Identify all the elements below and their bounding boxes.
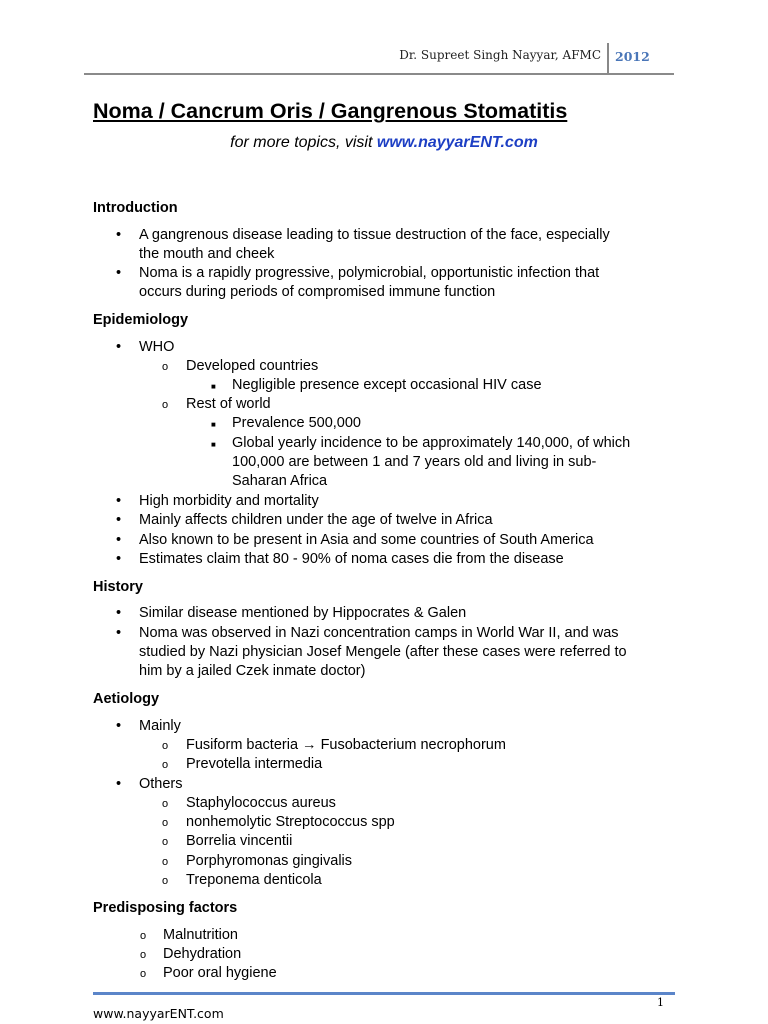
header-divider (607, 43, 609, 73)
subtitle (0, 134, 768, 152)
list-item: Fusiform bacteria → Fusobacterium necrophorum (186, 737, 506, 753)
circle-bullet-icon: o (162, 399, 169, 411)
list-item: High morbidity and mortality (139, 493, 319, 509)
circle-bullet-icon: o (162, 856, 169, 868)
list-item: Prevotella intermedia (186, 756, 323, 772)
bullet-icon: • (116, 625, 122, 641)
list-item: Treponema denticola (186, 872, 322, 888)
list-item: Poor oral hygiene (163, 965, 277, 981)
list-item: Global yearly incidence to be approximately 140,000, of which (232, 435, 631, 451)
list-item: A gangrenous disease leading to tissue destruction of the face, especially (139, 227, 610, 243)
list-item: Prevalence 500,000 (232, 415, 361, 431)
list-item: Staphylococcus aureus (186, 795, 336, 811)
circle-bullet-icon: o (162, 361, 169, 373)
bullet-icon: • (116, 605, 122, 621)
section-heading-introduction: Introduction (93, 200, 178, 216)
section-heading-predisposing: Predisposing factors (93, 900, 238, 916)
list-item: WHO (139, 339, 175, 355)
bullet-icon: • (116, 512, 122, 528)
list-item: Dehydration (163, 946, 242, 962)
section-heading-epidemiology: Epidemiology (93, 312, 189, 328)
list-item: occurs during periods of compromised immune function (139, 284, 496, 300)
list-item: nonhemolytic Streptococcus spp (186, 814, 395, 830)
circle-bullet-icon: o (140, 968, 147, 980)
list-item: Mainly affects children under the age of twelve in Africa (139, 512, 493, 528)
square-bullet-icon: ■ (211, 440, 216, 449)
bullet-icon: • (116, 339, 122, 355)
page-number: 1 (657, 996, 664, 1009)
list-item: Also known to be present in Asia and some countries of South America (139, 532, 594, 548)
bullet-icon: • (116, 265, 122, 281)
circle-bullet-icon: o (162, 817, 169, 829)
bullet-icon: • (116, 493, 122, 509)
section-heading-history: History (93, 579, 143, 595)
bullet-icon: • (116, 776, 122, 792)
header-year: 2012 (615, 49, 650, 64)
list-item: him by a jailed Czek inmate doctor) (139, 663, 366, 679)
list-item: Similar disease mentioned by Hippocrates & Galen (139, 605, 467, 621)
list-item: Malnutrition (163, 927, 238, 943)
circle-bullet-icon: o (162, 759, 169, 771)
circle-bullet-icon: o (140, 949, 147, 961)
circle-bullet-icon: o (162, 875, 169, 887)
bullet-icon: • (116, 227, 122, 243)
circle-bullet-icon: o (140, 930, 147, 942)
header-author: Dr. Supreet Singh Nayyar, AFMC (399, 48, 601, 62)
list-item: Negligible presence except occasional HIV case (232, 377, 542, 393)
circle-bullet-icon: o (162, 836, 169, 848)
list-item: Borrelia vincentii (186, 833, 293, 849)
list-item: Rest of world (186, 396, 271, 412)
footer-rule (93, 992, 675, 995)
bullet-icon: • (116, 551, 122, 567)
list-item: Porphyromonas gingivalis (186, 853, 353, 869)
footer-url[interactable]: www.nayyarENT.com (93, 1006, 224, 1021)
list-item: Noma is a rapidly progressive, polymicrobial, opportunistic infection that (139, 265, 600, 281)
subtitle-prefix: for more topics, visit (230, 134, 377, 151)
circle-bullet-icon: o (162, 740, 169, 752)
list-item: Others (139, 776, 183, 792)
section-heading-aetiology: Aetiology (93, 691, 160, 707)
list-item: Developed countries (186, 358, 319, 374)
list-item: Noma was observed in Nazi concentration camps in World War II, and was (139, 625, 619, 641)
list-item: studied by Nazi physician Josef Mengele (after these cases were referred to (139, 644, 627, 660)
list-item: the mouth and cheek (139, 246, 275, 262)
bullet-icon: • (116, 718, 122, 734)
list-item: 100,000 are between 1 and 7 years old and living in sub- (232, 454, 597, 470)
website-link[interactable]: www.nayyarENT.com (376, 134, 538, 151)
bullet-icon: • (116, 532, 122, 548)
square-bullet-icon: ■ (211, 382, 216, 391)
circle-bullet-icon: o (162, 798, 169, 810)
list-item: Mainly (139, 718, 181, 734)
square-bullet-icon: ■ (211, 420, 216, 429)
header-rule (84, 73, 674, 75)
page-title: Noma / Cancrum Oris / Gangrenous Stomatitis (93, 99, 568, 123)
list-item: Saharan Africa (232, 473, 328, 489)
list-item: Estimates claim that 80 - 90% of noma cases die from the disease (139, 551, 564, 567)
